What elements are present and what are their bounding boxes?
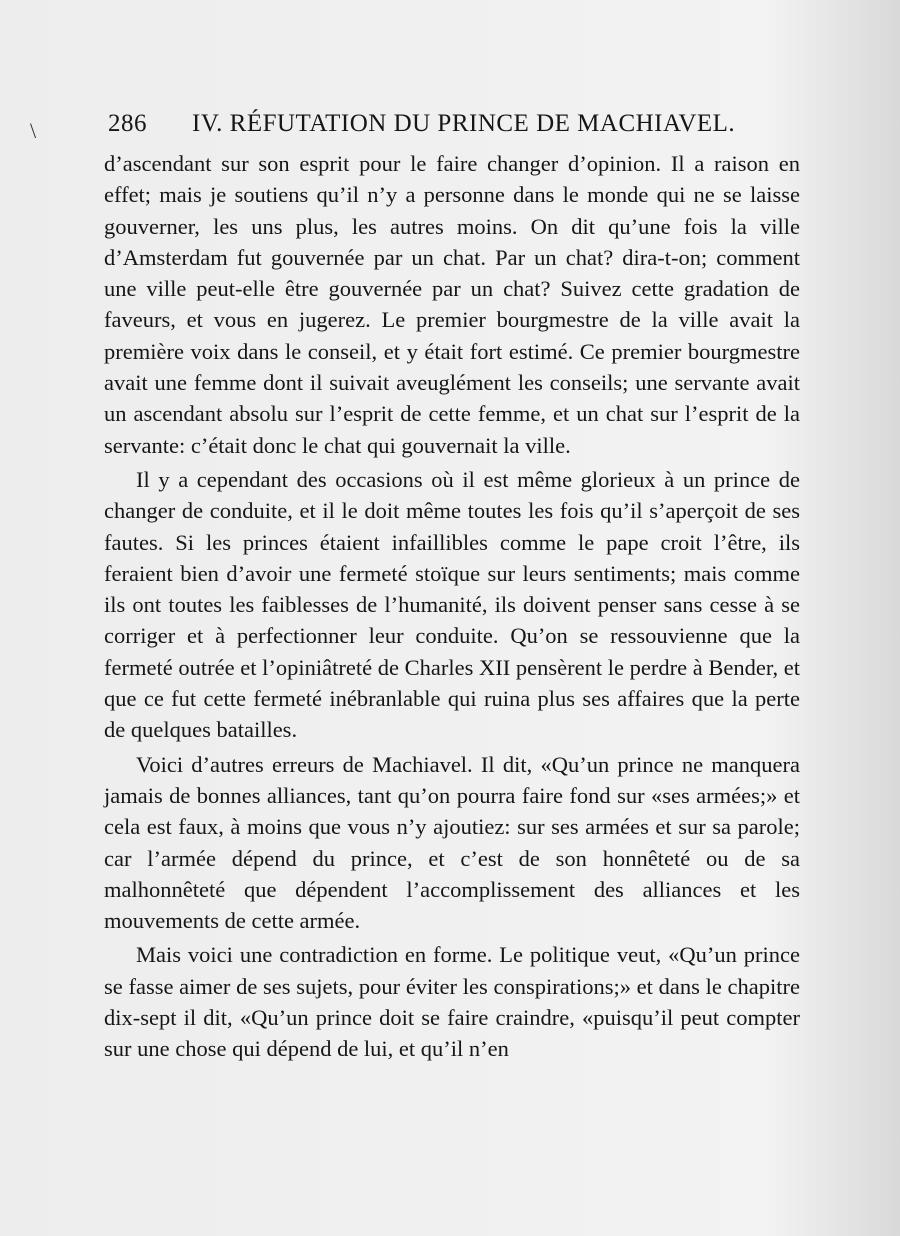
running-title: IV. RÉFUTATION DU PRINCE DE MACHIAVEL. xyxy=(192,110,736,137)
paragraph-alliances: Voici d’autres erreurs de Machiavel. Il dit, «Qu’un prince ne manquera jamais de bonnes alliances, tant qu’on pourra faire fond sur «ses armées;» et cela est faux, à moins que vous n’y ajoutiez: sur ses armées et sur sa parole; car l’armée dépend du prince, et c’est de son honnêteté ou de sa malhonnêteté que dépendent l’accomplissement des alliances et les mouvements de cette armée. xyxy=(104,751,800,934)
margin-mark: \ xyxy=(30,118,37,143)
paragraph-charles-xii: Il y a cependant des occasions où il est même glorieux à un prince de changer de conduite, et il le doit même toutes les fois qu’il s’aperçoit de ses fautes. Si les princes étaient infaillibles comme le pape croit l’être, ils feraient bien d’avoir une fermeté stoïque sur leurs sentiments; mais comme ils ont toutes les faiblesses de l’humanité, ils doivent penser sans cesse à se corriger et à perfectionner leur conduite. Qu’on se ressouvienne que la fermeté outrée et l’opiniâtreté de Charles XII pensèrent le perdre à Bender, et que ce fut cette fermeté inébranlable qui ruina plus ses affaires que la perte de quelques batailles. xyxy=(104,466,800,743)
body-text xyxy=(104,148,800,1065)
page-header xyxy=(108,106,808,140)
paragraph-contradiction: Mais voici une contradiction en forme. Le politique veut, «Qu’un prince se fasse aimer de ses sujets, pour éviter les conspirations;» et dans le chapitre dix-sept il dit, «Qu’un prince doit se faire craindre, «puisqu’il peut compter sur une chose qui dépend de lui, et qu’il n’en xyxy=(104,942,800,1062)
paragraph-continuation: d’ascendant sur son esprit pour le faire changer d’opinion. Il a raison en effet; mais je soutiens qu’il n’y a personne dans le monde qui ne se laisse gouverner, les uns plus, les autres moins. On dit qu’une fois la ville d’Amsterdam fut gouvernée par un chat. Par un chat? dira-t-on; comment une ville peut-elle être gouvernée par un chat? Suivez cette gradation de faveurs, et vous en jugerez. Le premier bourgmestre de la ville avait la première voix dans le conseil, et y était fort estimé. Ce premier bourgmestre avait une femme dont il suivait aveuglément les conseils; une servante avait un ascendant absolu sur l’esprit de cette femme, et un chat sur l’esprit de la servante: c’était donc le chat qui gouvernait la ville. xyxy=(104,151,800,458)
page-number: 286 xyxy=(108,110,147,137)
